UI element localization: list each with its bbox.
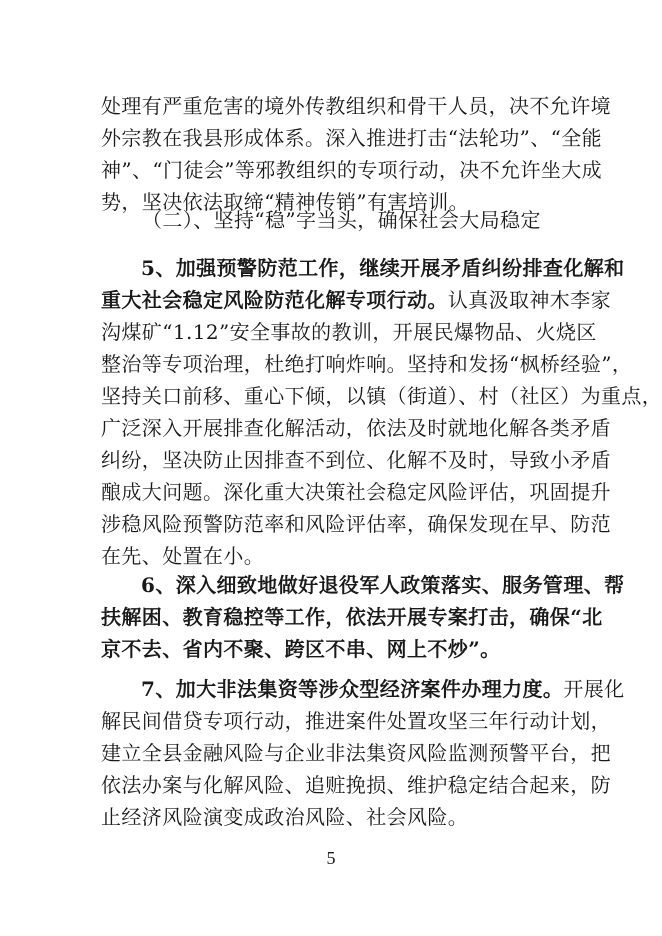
item-5-bold-line: 重大社会稳定风险防范化解专项行动。 <box>101 288 448 312</box>
text-line: 坚持关口前移、重心下倾，以镇（街道）、村（社区）为重点， <box>101 384 662 408</box>
text-line: 纠纷，坚决防止因排查不到位、化解不及时，导致小矛盾 <box>101 448 611 472</box>
text-line: 神”、“门徒会”等邪教组织的专项行动，决不允许坐大成 <box>101 158 603 182</box>
text-line: 整治等专项治理，杜绝打响炸响。坚持和发扬“枫桥经验”， <box>101 352 633 376</box>
text-line <box>101 673 625 705</box>
item-7-text: 开展化 <box>563 677 625 701</box>
item-5-bold-line: 5、加强预警防范工作，继续开展矛盾纠纷排查化解和 <box>141 256 625 280</box>
item-6-paragraph <box>101 569 625 665</box>
item-5-paragraph <box>101 252 662 572</box>
item-7-paragraph <box>101 673 625 833</box>
text-line: 在先、处置在小。 <box>101 544 265 568</box>
text-line: 广泛深入开展排查化解活动，依法及时就地化解各类矛盾 <box>101 416 611 440</box>
item-7-bold-line: 7、加大非法集资等涉众型经济案件办理力度。 <box>141 677 564 701</box>
text-line: 处理有严重危害的境外传教组织和骨干人员，决不允许境 <box>101 94 611 118</box>
text-line: 止经济风险演变成政治风险、社会风险。 <box>101 805 469 829</box>
text-line: 建立全县金融风险与企业非法集资风险监测预警平台，把 <box>101 741 611 765</box>
item-6-bold-line: 扶解困、教育稳控等工作，依法开展专案打击，确保“北 <box>101 605 603 629</box>
section-heading: （二）、坚持“稳”字当头，确保社会大局稳定 <box>142 208 541 232</box>
text-line: 外宗教在我县形成体系。深入推进打击“法轮功”、“全能 <box>101 126 603 150</box>
item-6-bold-line: 京不去、省内不聚、跨区不串、网上不炒”。 <box>101 637 501 661</box>
page-number: 5 <box>326 848 336 868</box>
text-line: 势，坚决依法取缔“精神传销”有害培训。 <box>101 190 470 214</box>
paragraph-continuation <box>101 90 611 218</box>
text-line <box>101 284 612 316</box>
text-line: 酿成大问题。深化重大决策社会稳定风险评估，巩固提升 <box>101 480 611 504</box>
text-line: 涉稳风险预警防范率和风险评估率，确保发现在早、防范 <box>101 512 611 536</box>
item-6-bold-line: 6、深入细致地做好退役军人政策落实、服务管理、帮 <box>141 573 625 597</box>
text-line: 依法办案与化解风险、追赃挽损、维护稳定结合起来，防 <box>101 773 611 797</box>
text-line: 解民间借贷专项行动，推进案件处置攻坚三年行动计划， <box>101 709 611 733</box>
text-line: 沟煤矿“1.12”安全事故的教训，开展民爆物品、火烧区 <box>101 320 597 344</box>
item-5-text: 认真汲取神木李家 <box>447 288 612 312</box>
